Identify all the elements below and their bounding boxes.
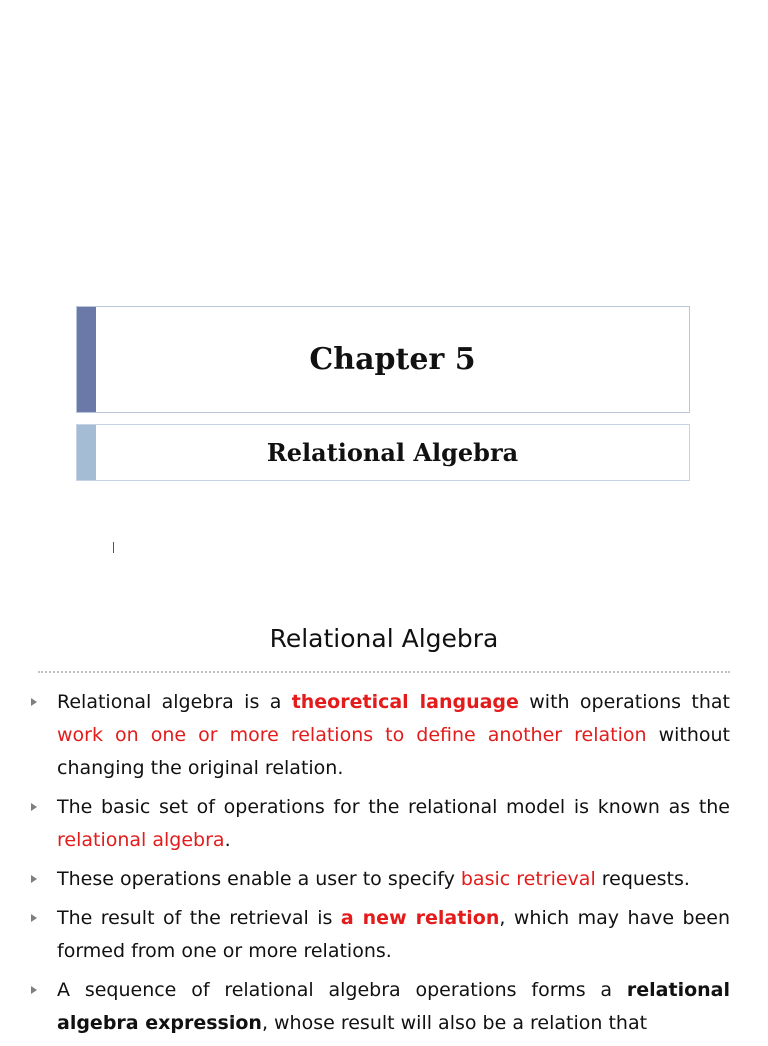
content-slide: [0, 600, 768, 1034]
bullet-text-segment: These operations enable a user to specify: [57, 868, 461, 890]
bullet-arrow-icon: [31, 914, 37, 922]
bullet-arrow-icon: [31, 698, 37, 706]
slide-heading: Relational Algebra: [269, 624, 499, 653]
bullet-text-segment: , whose result will also be a relation that: [261, 1012, 648, 1034]
subtitle-box: [76, 424, 690, 481]
bullet-text-segment: A sequence of relational algebra operations forms a: [57, 979, 627, 1001]
bullet-item: [30, 686, 730, 785]
title-box: [76, 306, 690, 413]
bullet-text-segment: The result of the retrieval is: [57, 907, 341, 929]
title-accent-bar: [77, 307, 96, 412]
bullet-text-segment: requests.: [595, 868, 690, 890]
bullet-text-segment: The basic set of operations for the relational model is known as the: [57, 796, 730, 818]
bullet-item: [30, 902, 730, 968]
bullet-list: [30, 686, 730, 1046]
bullet-text-segment: basic retrieval: [460, 868, 596, 890]
slide-subtitle: Relational Algebra: [266, 438, 519, 467]
bullet-text-segment: relational algebra: [57, 829, 225, 851]
bullet-arrow-icon: [31, 875, 37, 883]
bullet-text-segment: relational algebra expression: [57, 979, 730, 1034]
bullet-item: [30, 974, 730, 1040]
bullet-text-segment: a new relation: [340, 907, 500, 929]
bullet-text-segment: work on one or more relations to define another relation: [57, 724, 647, 746]
bullet-text-segment: Relational algebra is a: [57, 691, 292, 713]
subtitle-accent-bar: [77, 425, 96, 480]
bullet-text-segment: theoretical language: [291, 691, 519, 713]
bullet-text-segment: , which may have been formed from one or more relations.: [57, 907, 730, 962]
bullet-arrow-icon: [31, 803, 37, 811]
text-cursor-mark: [113, 542, 114, 553]
bullet-text-segment: .: [224, 829, 231, 851]
slide-title: Chapter 5: [309, 342, 476, 377]
bullet-item: [30, 791, 730, 857]
bullet-arrow-icon: [31, 986, 37, 994]
bullet-text-segment: without changing the original relation.: [57, 724, 730, 779]
dotted-divider: [38, 671, 730, 673]
bullet-text-segment: with operations that: [518, 691, 730, 713]
bullet-item: [30, 863, 730, 896]
